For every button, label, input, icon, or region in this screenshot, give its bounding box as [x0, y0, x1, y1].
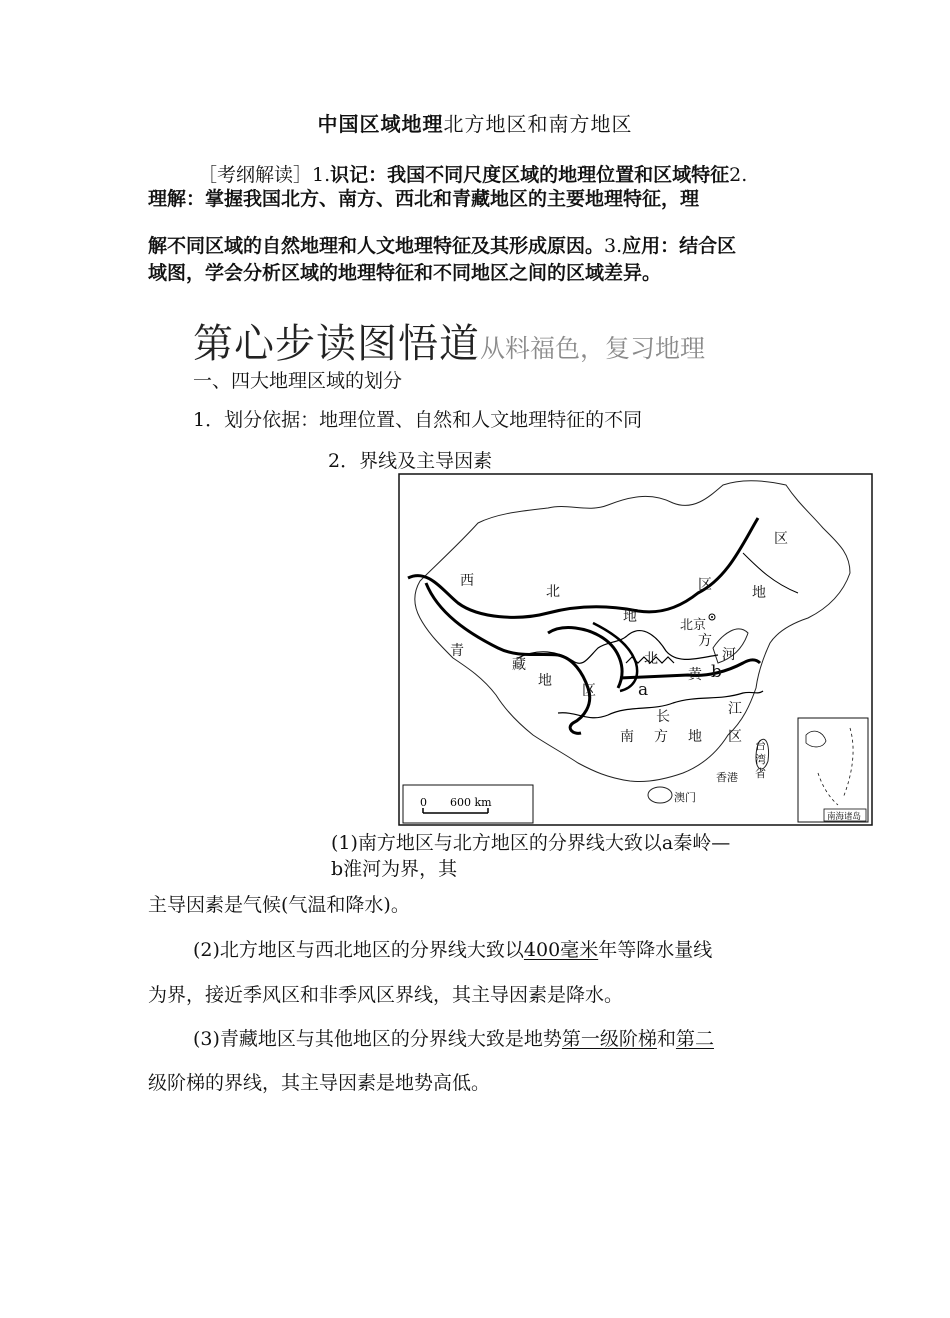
- label-beijing: 北京: [680, 618, 707, 633]
- scale-label-0: 0: [420, 796, 427, 809]
- document-title: [0, 108, 950, 137]
- syllabus-understand: 解不同区域的自然地理和人文地理特征及其形成原因。: [148, 235, 605, 257]
- label-he: 河: [722, 647, 736, 663]
- para3-mid: 和: [656, 1028, 676, 1050]
- label-di1: 地: [623, 609, 637, 625]
- label-qu-ne: 区: [774, 531, 788, 547]
- label-aomen: 澳门: [674, 791, 696, 804]
- label-sheng: 省: [755, 767, 766, 780]
- label-zang: 藏: [512, 657, 526, 673]
- syllabus-num2: 2.: [729, 164, 748, 186]
- beijing-marker-dot: [711, 616, 713, 618]
- para2-underline: 400毫米: [523, 939, 599, 961]
- para3-line2: 级阶梯的界线，其主导因素是地势高低。: [148, 1072, 491, 1094]
- syllabus-apply: 应用：结合区: [622, 235, 737, 257]
- label-chang: 长: [656, 709, 670, 725]
- para1-line1: (1)南方地区与北方地区的分界线大致以a秦岭—: [331, 832, 731, 854]
- item-2: 2．界线及主导因素: [328, 450, 493, 472]
- section-heading: 一、四大地理区域的划分: [193, 370, 403, 392]
- label-di2: 地: [538, 673, 552, 689]
- syllabus-recall: 识记：我国不同尺度区域的地理位置和区域特征: [330, 164, 730, 186]
- para2-pre: (2)北方地区与西北地区的分界线大致以: [193, 939, 524, 961]
- label-qu3: 区: [728, 729, 742, 745]
- china-regions-map: [398, 473, 873, 826]
- para3-pre: (3)青藏地区与其他地区的分界线大致是地势: [193, 1028, 562, 1050]
- para1-line2: b淮河为界，其: [331, 858, 458, 880]
- syllabus-num3: 3.: [604, 235, 623, 257]
- syllabus-line-4: 域图，学会分析区域的地理特征和不同地区之间的区域差异。: [148, 262, 662, 284]
- title-normal-part: 北方地区和南方地区: [443, 112, 633, 136]
- para3-line1: [193, 1024, 714, 1054]
- label-fang: 方: [698, 633, 712, 649]
- label-jiang: 江: [728, 701, 742, 717]
- item-1: 1．划分依据：地理位置、自然和人文地理特征的不同: [193, 409, 643, 431]
- para2-line2: 为界，接近季风区和非季风区界线，其主导因素是降水。: [148, 984, 624, 1006]
- label-nan: 南: [620, 729, 634, 745]
- para3-underline-2: 第二: [675, 1028, 714, 1050]
- label-bei2: 北: [644, 651, 658, 667]
- label-di3: 地: [688, 729, 702, 745]
- label-bei1: 北: [546, 584, 560, 600]
- step-heading-main: 第心步读图悟道: [193, 321, 480, 367]
- label-di-ne: 地: [752, 585, 766, 601]
- syllabus-line-3: [148, 231, 736, 261]
- syllabus-label: ［考纲解读］1.: [198, 164, 331, 186]
- label-qu1: 区: [698, 577, 712, 593]
- para3-underline-1: 第一级阶梯: [561, 1028, 657, 1050]
- inset-box: [798, 718, 868, 822]
- label-fang2: 方: [654, 729, 668, 745]
- label-a: a: [638, 680, 649, 700]
- step-heading: [193, 312, 705, 369]
- label-xi: 西: [460, 573, 474, 589]
- label-wan: 湾: [755, 753, 766, 766]
- syllabus-line-2: 理解：掌握我国北方、南方、西北和青藏地区的主要地理特征，理: [148, 188, 700, 210]
- para2-post: 年等降水量线: [598, 939, 713, 961]
- label-b: b: [711, 662, 722, 682]
- para1-line3: 主导因素是气候(气温和降水)。: [148, 894, 410, 916]
- label-qu2: 区: [582, 683, 596, 699]
- label-tai: 台: [755, 739, 766, 752]
- step-heading-sub: 从料福色，复习地理: [480, 334, 706, 363]
- para2-line1: [193, 935, 712, 965]
- scale-label-600: 600 km: [450, 796, 492, 809]
- label-huang: 黄: [688, 667, 702, 683]
- inset-caption: 南海诸岛: [827, 812, 862, 822]
- label-qing: 青: [450, 643, 464, 659]
- title-bold-part: 中国区域地理: [317, 112, 444, 136]
- label-xianggang: 香港: [716, 771, 738, 784]
